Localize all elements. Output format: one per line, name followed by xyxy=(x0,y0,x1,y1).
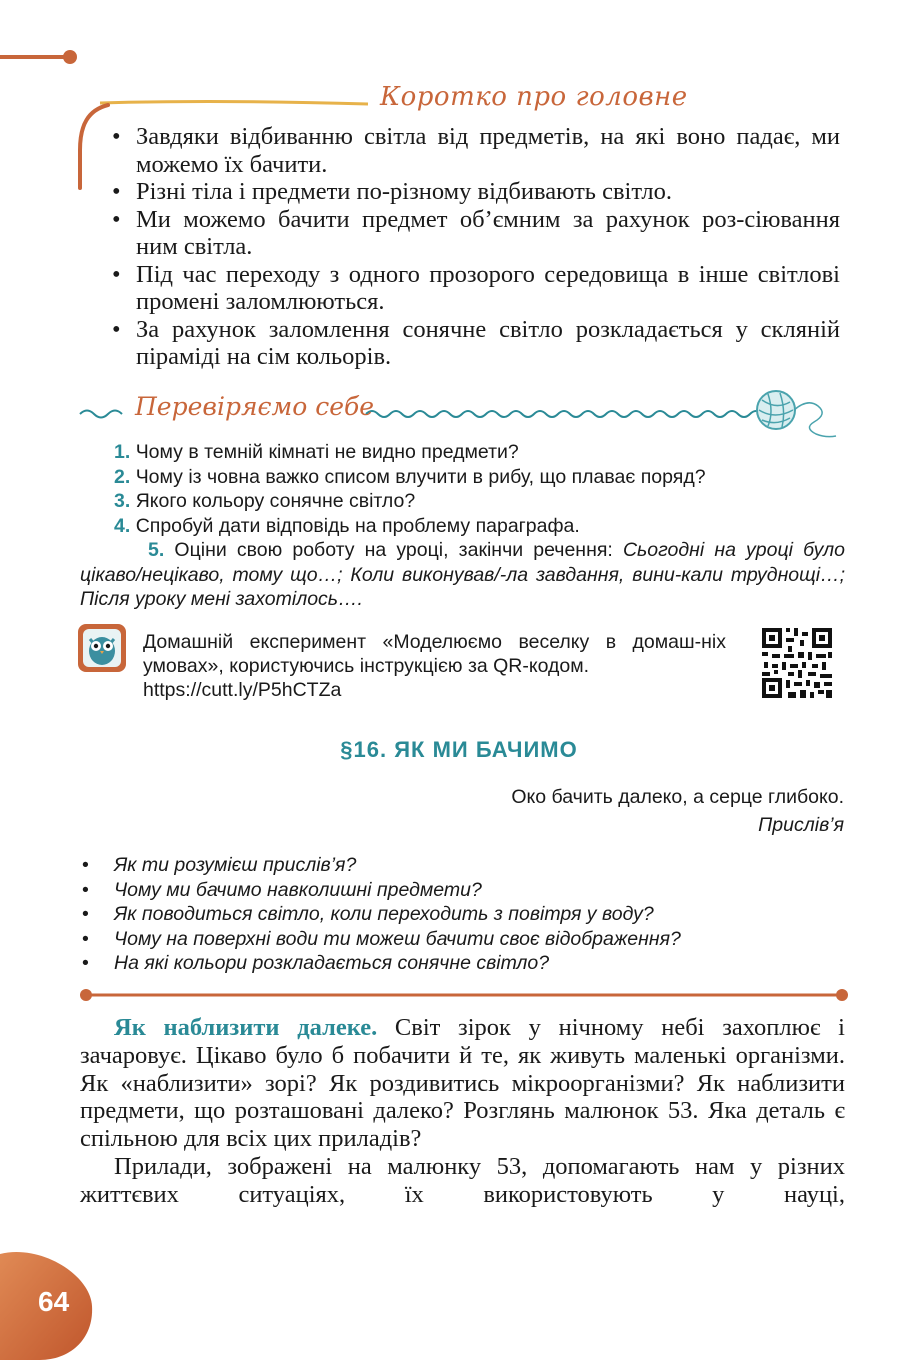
self-check-questions xyxy=(80,440,845,612)
yarn-ball-icon xyxy=(750,388,845,440)
question-text: Спробуй дати відповідь на проблему параграфа. xyxy=(135,514,580,537)
body-paragraph-1: Світ зірок у нічному небі захоплює і зачаровує. Цікаво було б побачити й те, як живуть маленькі організми. Як «наблизити» зорі? Як роздивитись мікроорганізми? Як наблизити предмети, що розташовані далеко? Розглянь малюнок 53. Яка деталь є спільною для всіх цих приладів? xyxy=(80,1014,845,1153)
summary-item: • Під час переходу з одного прозорого середовища в інше світлові промені заломлюються. xyxy=(110,261,840,316)
question-number: 2. xyxy=(114,465,131,488)
summary-list xyxy=(110,123,840,371)
summary-title: Коротко про головне xyxy=(380,82,688,112)
section-divider xyxy=(78,987,850,1003)
paragraph-question: • На які кольори розкладається сонячне світло? xyxy=(80,951,840,976)
summary-item: • Різні тіла і предмети по-різному відбивають світло. xyxy=(110,178,840,206)
paragraph-question: • Чому на поверхні води ти можеш бачити своє відображення? xyxy=(80,927,840,952)
question-text: Чому в темній кімнаті не видно предмети? xyxy=(135,441,519,463)
body-paragraph xyxy=(80,1014,845,1153)
question-italic-text: Сьогодні на уроці було цікаво/нецікаво, тому що…; Коли виконував/-ла завдання, вини-кали труднощі…; Після уроку мені захотілось…. xyxy=(80,539,846,610)
proverb-source: Прислів’я xyxy=(758,814,844,836)
question-text: Оціни свою роботу на уроці, закінчи речення: xyxy=(174,539,623,561)
page-number: 64 xyxy=(38,1286,70,1317)
question-text: Чому із човна важко списом влучити в рибу, що плаває поряд? xyxy=(135,465,706,488)
summary-item: • Ми можемо бачити предмет об’ємним за рахунок роз-сіювання ним світла. xyxy=(110,206,840,261)
question-number: 4. xyxy=(114,514,131,537)
question-item xyxy=(80,538,845,612)
qr-code-icon[interactable] xyxy=(760,626,834,700)
paragraph-question: • Як поводиться світло, коли переходить з повітря у воду? xyxy=(80,902,840,927)
proverb xyxy=(511,783,844,839)
question-number: 5. xyxy=(148,539,165,561)
question-number: 3. xyxy=(114,490,131,512)
summary-item: • Завдяки відбиванню світла від предметів, на які воно падає, ми можемо їх бачити. xyxy=(110,123,840,178)
question-item xyxy=(80,465,845,490)
home-experiment-link[interactable]: https://cutt.ly/P5hCTZa xyxy=(143,679,342,701)
body-lead: Як наблизити далеке. xyxy=(114,1014,378,1041)
question-text: Якого кольору сонячне світло? xyxy=(135,490,416,512)
summary-item: • За рахунок заломлення сонячне світло розкладається у скляній піраміді на сім кольорів. xyxy=(110,316,840,371)
question-item xyxy=(80,514,845,539)
proverb-text: Око бачить далеко, а серце глибоко. xyxy=(511,786,844,808)
paragraph-question: • Чому ми бачимо навколишні предмети? xyxy=(80,878,840,903)
body-paragraph-2: Прилади, зображені на малюнку 53, допомагають нам у різних життєвих ситуаціях, їх використовують у науці, xyxy=(80,1152,845,1208)
paragraph-questions xyxy=(80,853,840,976)
question-item xyxy=(80,489,845,514)
home-experiment-description: Домашній експеримент «Моделюємо веселку в домаш-ніх умовах», користуючись інструкцією за QR-кодом. xyxy=(143,631,726,677)
owl-icon xyxy=(78,624,126,672)
paragraph-title: §16. ЯК МИ БАЧИМО xyxy=(340,737,578,762)
question-item xyxy=(80,440,845,465)
home-experiment-text xyxy=(143,630,726,702)
question-number: 1. xyxy=(114,441,131,463)
body-text xyxy=(80,1014,845,1209)
self-check-title: Перевіряємо себе xyxy=(135,392,375,421)
paragraph-question: • Як ти розумієш прислів’я? xyxy=(80,853,840,878)
